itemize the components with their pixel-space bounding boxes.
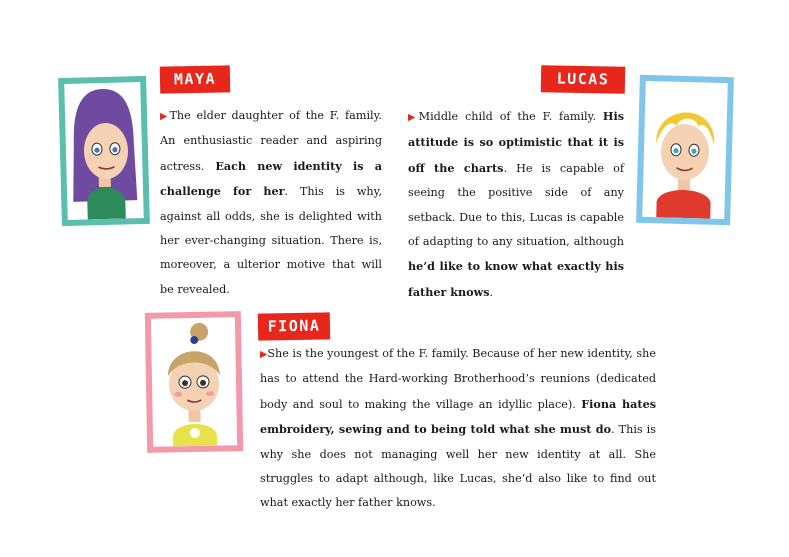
bullet-marker: ▶	[160, 111, 170, 122]
lucas-portrait	[636, 75, 734, 225]
boy-blond-hair-portrait-icon	[642, 81, 728, 219]
fiona-portrait	[145, 311, 243, 453]
maya-name-tag: MAYA	[160, 65, 230, 93]
maya-description: ▶The elder daughter of the F. family. An enthusiastic reader and aspiring actress. Each new identity is a challenge for her. This is why, against all odds, she is delighted with her ever-changing situation. There is, moreover, a ulterior motive that will be revealed.	[160, 109, 382, 296]
bullet-marker: ▶	[408, 112, 419, 123]
maya-portrait	[58, 76, 150, 226]
fiona-name-tag: FIONA	[258, 312, 330, 340]
lucas-description: ▶Middle child of the F. family. His attitude is so optimistic that it is off the charts. He is capable of seeing the positive side of any setback. Due to this, Lucas is capable of adapting to any situation, although he’d like to know what exactly his father knows.	[408, 109, 625, 299]
bullet-marker: ▶	[260, 349, 268, 360]
girl-purple-hair-portrait-icon	[64, 82, 144, 220]
girl-hair-bun-portrait-icon	[151, 317, 237, 446]
fiona-description: ▶She is the youngest of the F. family. Because of her new identity, she has to attend the Hard-working Brotherhood’s reunions (dedicated body and soul to making the village an idyllic place). Fiona hates embroidery, sewing and to being told what she must do. This is why she does not managing well her new identity at all. She struggles to adapt although, like Lucas, she’d also like to find out what exactly her father knows.	[260, 347, 656, 510]
lucas-name-tag: LUCAS	[541, 65, 625, 93]
